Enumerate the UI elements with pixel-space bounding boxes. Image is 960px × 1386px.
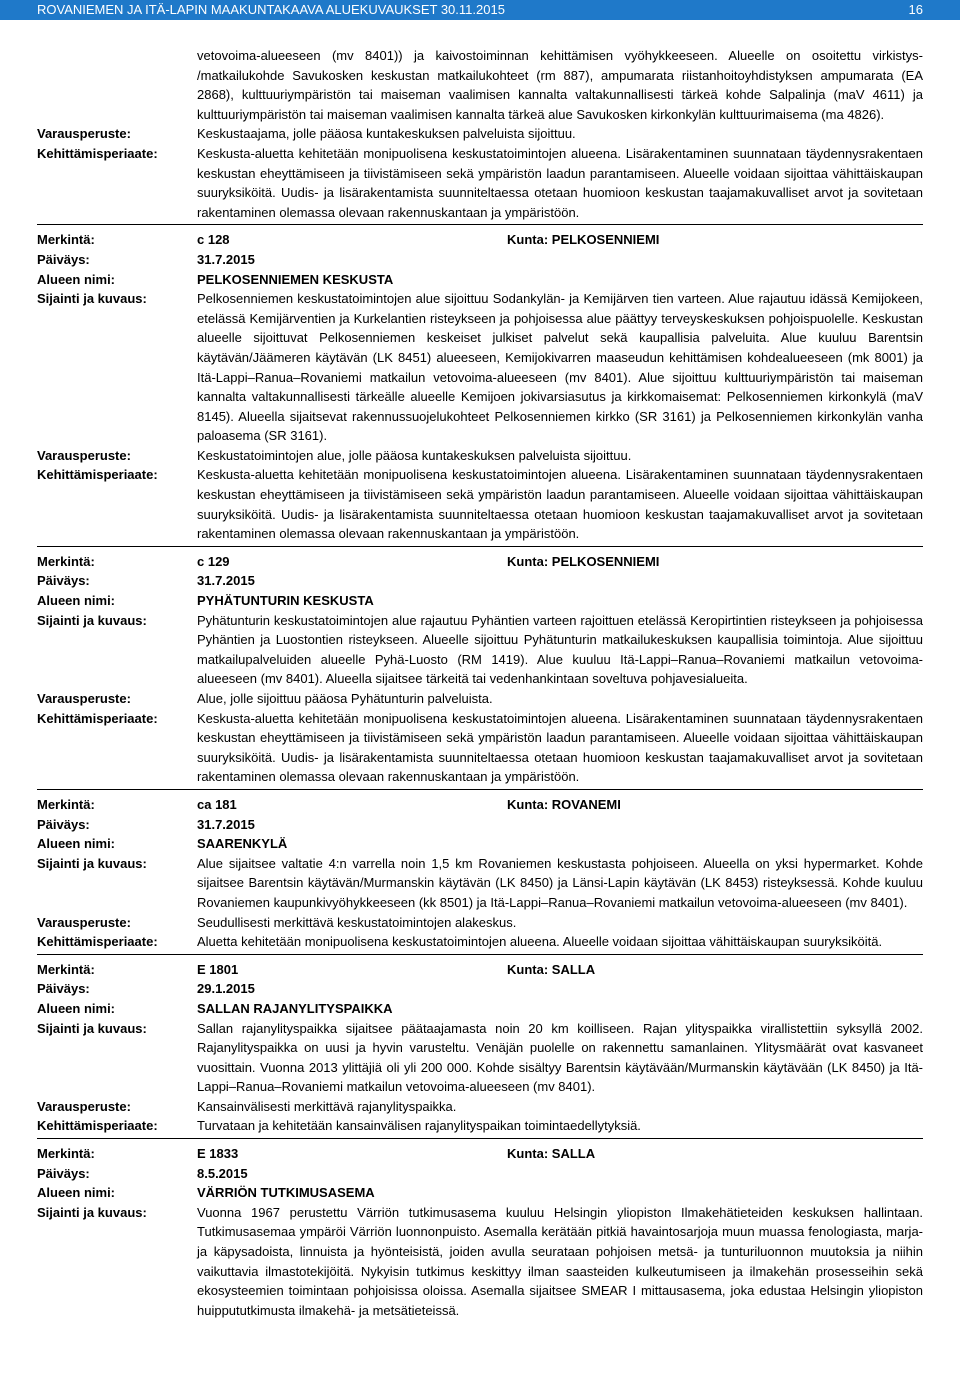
label-sijainti: Sijainti ja kuvaus: — [37, 1020, 147, 1036]
entry-kehittamisperiaate: Keskusta-aluetta kehitetään monipuolisena keskustatoimintojen alueena. Lisärakentaminen suunnataan täydennysrakentaen keskustan eheyttämiseen ja tiivistämiseen sekä ympäristön laadun parantamiseen. Alueelle voidaan sijoittaa vähittäiskaupan suuryksiköitä. Uudis- ja lisärakentamista suunniteltaessa otetaan huomioon keskustan taajamakuvalliset arvot ja sovitetaan rakentaminen olemassa olevaan rakennuskantaan ja ympäristöön. — [197, 467, 923, 542]
label-merkinta: Merkintä: — [37, 961, 95, 977]
entry-merkinta: ca 181 — [197, 796, 237, 812]
label-sijainti: Sijainti ja kuvaus: — [37, 1204, 147, 1220]
label-paivays: Päiväys: — [37, 981, 90, 997]
label-alueen-nimi: Alueen nimi: — [37, 836, 116, 852]
entry-paivays: 31.7.2015 — [197, 816, 255, 832]
entry-paivays: 31.7.2015 — [197, 573, 255, 589]
label-merkinta: Merkintä: — [37, 796, 95, 812]
divider — [37, 546, 923, 547]
entry-varausperuste: Alue, jolle sijoittuu pääosa Pyhätunturin palveluista. — [197, 691, 493, 706]
entry-sijainti: Pelkosenniemen keskustatoimintojen alue sijoittuu Sodankylän- ja Kemijärven tien varteen. Alue rajautuu idässä Kemijokeen, etelässä Kemijärventien ja Kurkelantien risteykseen ja pohjoisessa alue päättyy terveyskeskuksen pohjoispuolelle. Keskustan alueelle sijoittuvat Pelkosenniemen keskeiset julkiset palvelut sekä kaupallisia palveluita. Alue kuuluu Barentsin käytävän/Jäämeren käytävän (LK 8451) alueeseen, Kemijokivarren maaseudun kehittämisen kohdealueeseen (mk 8001) ja Itä-Lappi–Ranua–Rovaniemi matkailun vetovoima-alueeseen (mv 8401). Alue sijoittuu kulttuuriympäristön tai maiseman kannalta valtakunnallisesti tärkeälle alueelle Kemijoen jokivarsiasutus ja kirkkomaisemat: Pelkosenniemen kirkonkylä (maV 8145). Alueella sijaitsevat rakennussuojelukohteet Pelkosenniemen kirkko (SR 3161) ja Pelkosenniemen kirkonkylän vanha paloasema (SR 3161). — [197, 291, 923, 444]
entry-kunta: Kunta: SALLA — [507, 1146, 596, 1162]
entry-varausperuste: Seudullisesti merkittävä keskustatoimintojen alakeskus. — [197, 914, 517, 930]
label-alueen-nimi: Alueen nimi: — [37, 1185, 116, 1201]
label-alueen-nimi: Alueen nimi: — [37, 271, 116, 287]
page-number: 16 — [908, 2, 923, 17]
entry-kehittamisperiaate: Keskusta-aluetta kehitetään monipuolisena keskustatoimintojen alueena. Lisärakentaminen suunnataan täydennysrakentaen keskustan eheyttämiseen ja tiivistämiseen sekä ympäristön laadun parantamiseen. Alueelle voidaan sijoittaa vähittäiskaupan suuryksiköitä. Uudis- ja lisärakentamista suunniteltaessa otetaan huomioon keskustan taajamakuvalliset arvot ja sovitetaan rakentaminen olemassa olevaan rakennuskantaan ja ympäristöön. — [197, 710, 923, 785]
entry-alueen-nimi: VÄRRIÖN TUTKIMUSASEMA — [197, 1185, 375, 1201]
intro-text: vetovoima-alueeseen (mv 8401)) ja kaivostoiminnan kehittämisen vyöhykkeeseen. Alueelle on osoitettu virkistys- /matkailukohde Savukosken keskustan matkailukohteet (rm 887), ampumarata riistanhoitoyhdistyksen ampumarata (EA 2868), kulttuuriympäristön tai maiseman vaalimisen kannalta valtakunnallisesti tärkeä kohde Salpalinja (maV 4611) ja kulttuuriympäristön tai maiseman vaalimisen kannalta tärkeä alue Savukosken kirkonkylän kulttuurimaisema (ma 4826). — [197, 48, 923, 122]
label-varausperuste: Varausperuste: — [37, 126, 131, 142]
entry-kehittamisperiaate: Aluetta kehitetään monipuolisena keskustatoimintojen alueena. Alueelle voidaan sijoittaa vähittäiskaupan suuryksiköitä. — [197, 934, 883, 950]
label-kehittamisperiaate: Kehittämisperiaate: — [37, 1118, 158, 1134]
page-header — [0, 0, 960, 20]
entry-varausperuste: Kansainvälisesti merkittävä rajanylityspaikka. — [197, 1098, 457, 1114]
document-title: ROVANIEMEN JA ITÄ-LAPIN MAAKUNTAKAAVA ALUEKUVAUKSET 30.11.2015 — [37, 2, 505, 17]
label-kehittamisperiaate: Kehittämisperiaate: — [37, 467, 158, 483]
label-alueen-nimi: Alueen nimi: — [37, 1000, 116, 1016]
entry-kunta: Kunta: PELKOSENNIEMI — [507, 232, 660, 248]
entry-varausperuste: Keskustatoimintojen alue, jolle pääosa kuntakeskuksen palveluista sijoittuu. — [197, 447, 632, 463]
label-merkinta: Merkintä: — [37, 553, 95, 569]
divider — [37, 1138, 923, 1139]
label-varausperuste: Varausperuste: — [37, 914, 131, 930]
intro-varausperuste: Keskustaajama, jolle pääosa kuntakeskuksen palveluista sijoittuu. — [197, 126, 576, 142]
label-kehittamisperiaate: Kehittämisperiaate: — [37, 710, 158, 726]
entry-ca181 — [37, 795, 923, 952]
document-body — [37, 46, 923, 1320]
entry-kehittamisperiaate: Turvataan ja kehitetään kansainvälisen rajanylityspaikan toimintaedellytyksiä. — [197, 1118, 641, 1134]
divider — [37, 954, 923, 955]
label-varausperuste: Varausperuste: — [37, 691, 131, 706]
entry-alueen-nimi: PYHÄTUNTURIN KESKUSTA — [197, 593, 374, 609]
entry-merkinta: E 1801 — [197, 961, 239, 977]
label-merkinta: Merkintä: — [37, 232, 95, 248]
entry-merkinta: E 1833 — [197, 1146, 239, 1162]
label-paivays: Päiväys: — [37, 251, 90, 267]
intro-kehittamisperiaate: Keskusta-aluetta kehitetään monipuolisena keskustatoimintojen alueena. Lisärakentaminen suunnataan täydennysrakentaen keskustan eheyttämiseen ja tiivistämiseen sekä ympäristön laadun parantamiseen. Alueelle voidaan sijoittaa vähittäiskaupan suuryksiköitä. Uudis- ja lisärakentamista suunniteltaessa otetaan huomioon keskustan taajamakuvalliset arvot ja sovitetaan rakentaminen olemassa olevaan rakennuskantaan ja ympäristöön. — [197, 145, 923, 220]
label-kehittamisperiaate: Kehittämisperiaate: — [37, 145, 158, 161]
entry-merkinta: c 129 — [197, 553, 230, 569]
label-paivays: Päiväys: — [37, 1165, 90, 1181]
label-varausperuste: Varausperuste: — [37, 447, 131, 463]
entry-paivays: 8.5.2015 — [197, 1165, 248, 1181]
entry-sijainti: Sallan rajanylityspaikka sijaitsee päätaajamasta noin 20 km koilliseen. Rajan ylityspaikka virallistettiin syksyllä 2002. Rajanylityspaikka on uusi ja hyvin varusteltu. Venäjän puolelle on rakennettu samanlainen. Ylitysmäärät ovat kasvaneet vuosittain. Vuonna 2013 ylittäjiä oli yli 200 000. Kohde sisältyy Barentsin käytävään/Murmanskin käytävään (LK 8450) ja Itä-Lappi–Ranua–Rovaniemi matkailun vetovoima-alueeseen (mv 8401). — [197, 1020, 923, 1095]
label-paivays: Päiväys: — [37, 816, 90, 832]
entry-sijainti: Vuonna 1967 perustettu Värriön tutkimusasema kuuluu Helsingin yliopiston Ilmakehätieteiden keskuksen hallintaan. Tutkimusasemaa ympäröi Värriön luonnonpuisto. Asemalla kerätään pitkiä havaintosarjoja muun muassa fenologiasta, marja- ja käpysadoista, linnuista ja hyönteisistä, joiden avulla seurataan pohjoisen metsä- ja tunturiluonnon muutoksia ja niihin vaikuttavia ilmastotekijöitä. Nykyisin tutkimus keskittyy ilman saasteiden kulkeutumiseen ja ilmakehän prosesseihin sekä ekosysteemien toimintaan pohjoisissa oloissa. Asemalla sijaitsee SMEAR I mittausasema, joka edustaa Helsingin yliopiston huippututkimusta ilmakehä- ja metsätieteissä. — [197, 1204, 923, 1318]
label-kehittamisperiaate: Kehittämisperiaate: — [37, 934, 158, 950]
entry-alueen-nimi: SAARENKYLÄ — [197, 836, 288, 852]
label-paivays: Päiväys: — [37, 573, 90, 589]
entry-kunta: Kunta: PELKOSENNIEMI — [507, 553, 660, 569]
label-sijainti: Sijainti ja kuvaus: — [37, 291, 147, 307]
label-sijainti: Sijainti ja kuvaus: — [37, 612, 147, 628]
entry-c129 — [37, 552, 923, 787]
label-sijainti: Sijainti ja kuvaus: — [37, 855, 147, 871]
entry-e1801 — [37, 960, 923, 1136]
entry-sijainti: Pyhätunturin keskustatoimintojen alue rajautuu Pyhäntien varteen rajoittuen etelässä Keropirtintien risteykseen ja pohjoisessa Pyhäntien ja Luostontien risteykseen. Alueelle sijoittuu Pyhätunturin matkailukeskuksen kaupallisia toimintoja. Alue sijoittuu matkailupalveluiden alueelle Pyhä-Luosto (RM 1419). Alue kuuluu Itä-Lappi–Ranua–Rovaniemi matkailun vetovoima-alueeseen (mv 8401). Alueella sijaitsee tärkeitä tai vedenhankintaan soveltuva pohjavesialueita. — [197, 612, 923, 687]
label-alueen-nimi: Alueen nimi: — [37, 593, 116, 609]
divider — [37, 789, 923, 790]
entry-alueen-nimi: PELKOSENNIEMEN KESKUSTA — [197, 271, 394, 287]
entry-e1833 — [37, 1144, 923, 1320]
entry-alueen-nimi: SALLAN RAJANYLITYSPAIKKA — [197, 1000, 393, 1016]
entry-kunta: Kunta: SALLA — [507, 961, 596, 977]
entry-c128 — [37, 230, 923, 544]
entry-sijainti: Alue sijaitsee valtatie 4:n varrella noin 1,5 km Rovaniemen keskustasta pohjoiseen. Alueella on yksi hypermarket. Kohde sijaitsee Barentsin käytävän/Murmanskin käytävän (LK 8450) ja Länsi-Lapin käytävän (LK 8453) risteyksessä. Kohde kuuluu Rovaniemen kaupunkivyöhykkeeseen (kk 8501) ja Itä-Lappi–Ranua–Rovaniemi matkailun vetovoima-alueeseen (mv 8401). — [197, 855, 923, 910]
label-varausperuste: Varausperuste: — [37, 1098, 131, 1114]
entry-merkinta: c 128 — [197, 232, 230, 248]
entry-paivays: 29.1.2015 — [197, 981, 255, 997]
intro-section — [37, 46, 923, 222]
entry-paivays: 31.7.2015 — [197, 251, 255, 267]
label-merkinta: Merkintä: — [37, 1146, 95, 1162]
divider — [37, 224, 923, 225]
entry-kunta: Kunta: ROVANEMI — [507, 796, 621, 812]
